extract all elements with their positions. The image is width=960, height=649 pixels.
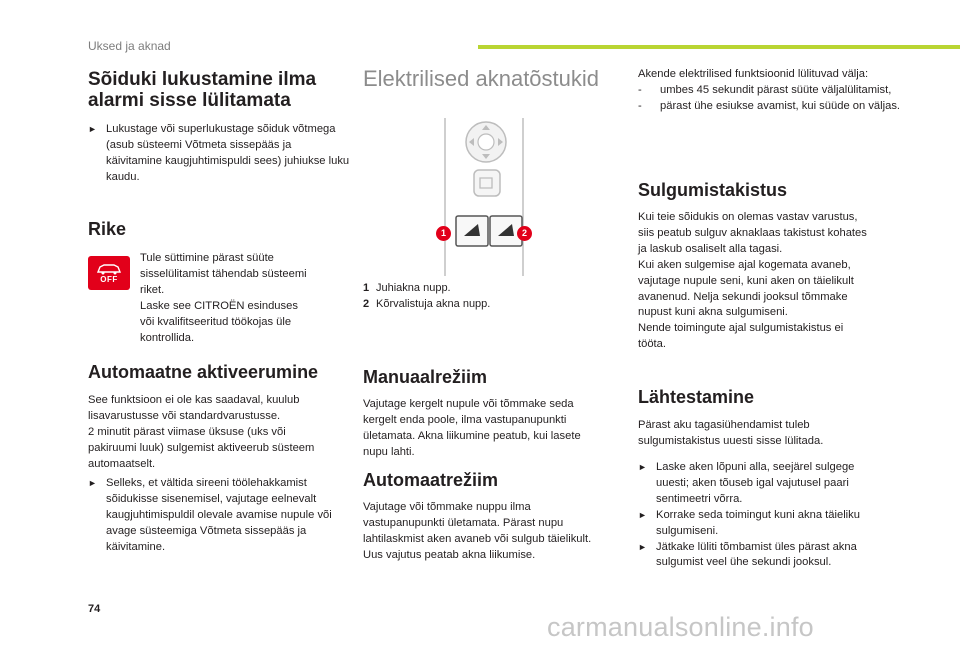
mirror-selector-icon [474, 170, 500, 196]
callout-1: 1 [436, 226, 451, 241]
step-marker-icon: ► [638, 509, 647, 520]
lock-step-text: Lukustage või superlukustage sõiduk võtmega (asub süsteemi Võtmeta sissepääs ja käivitamine kaugjuhtimispuldi sees) juhiukse luku kaudu. [106, 123, 350, 183]
deactivation-list [638, 83, 903, 115]
page-number: 74 [88, 603, 101, 615]
reset-text: Pärast aku tagasiühendamist tuleb sulgumistakistus uuesti sisse lülitada. [638, 419, 824, 447]
deactivation-item [638, 99, 903, 115]
step-marker-icon: ► [638, 541, 647, 552]
section-label: Uksed ja aknad [88, 39, 171, 53]
manual-mode-text: Vajutage kergelt nupule või tõmmake seda kergelt enda poole, ilma vastupanupunkti ületamata. Akna liikumine peatub, kui lasete nupu lahti. [363, 398, 581, 458]
legend-item [363, 281, 490, 297]
header-bar [478, 45, 960, 49]
switch-legend [363, 281, 490, 312]
auto-step [88, 476, 350, 556]
deactivation-item [638, 83, 903, 99]
reset-title: Lähtestamine [638, 387, 755, 407]
alarm-off-warning-icon [88, 256, 130, 290]
reset-step [638, 508, 888, 540]
legend-number: 1 [363, 282, 370, 294]
window-lifts-title: Elektrilised aknatõstukid [363, 66, 600, 91]
reset-step-text: Laske aken lõpuni alla, seejärel sulgege uuesti; aken tõuseb igal vajutusel paari sentimeetri võrra. [656, 461, 855, 505]
deactivation-item-text: pärast ühe esiukse avamist, kui süüde on väljas. [660, 99, 901, 112]
auto-step-text: Selleks, et vältida sireeni töölehakkamist sõidukisse sisenemisel, vajutage eelnevalt kaugjuhtimispuldil olevale avamise nupule või avage süsteemiga Võtmeta sissepääs ja käivitamine. [106, 477, 332, 553]
fault-title: Rike [88, 219, 127, 239]
auto-activation-text: See funktsioon ei ole kas saadaval, kuulub lisavarustusse või standardvarustusse. 2 minutit pärast viimase üksuse (uks või pakiruumi luuk) sulgemist aktiveerub süsteem automaatselt. [88, 394, 315, 470]
step-marker-icon: ► [88, 124, 97, 134]
fault-text: Tule süttimine pärast süüte sisselülitamist tähendab süsteemi riket. Laske see CITROËN esinduses või kvalifitseeritud töökojas üle kontrollida. [140, 252, 307, 344]
reset-step [638, 540, 888, 572]
legend-text: Juhiakna nupp. [376, 282, 451, 294]
callout-2: 2 [517, 226, 532, 241]
legend-item [363, 297, 490, 313]
watermark: carmanualsonline.info [547, 612, 814, 642]
reset-step [638, 460, 888, 508]
legend-text: Kõrvalistuja akna nupp. [376, 297, 491, 310]
automatic-mode-text: Vajutage või tõmmake nuppu ilma vastupanupunkti ületamata. Pärast nupu lahtilaskmist aken avaneb või sulgub täielikult. Uus vajutus peatab akna liikumise. [363, 501, 592, 561]
alarm-off-label: OFF [100, 274, 118, 284]
left-title: Sõiduki lukustamine ilma alarmi sisse lülitamata [88, 69, 317, 111]
step-marker-icon: ► [88, 478, 97, 488]
step-marker-icon: ► [638, 462, 647, 472]
lock-step [88, 122, 350, 186]
reset-step-text: Jätkake lüliti tõmbamist üles pärast akna sulgumist veel ühe sekundi jooksul. [656, 540, 857, 569]
reset-step-text: Korrake seda toimingut kuni akna täieliku sulgumiseni. [656, 508, 860, 537]
window-switch-illustration [430, 118, 538, 276]
dash-marker: - [638, 99, 642, 112]
manual-mode-title: Manuaalrežiim [363, 367, 488, 387]
car-icon [96, 263, 122, 275]
deactivation-intro: Akende elektrilised funktsioonid lülituvad välja: [638, 68, 869, 80]
automatic-mode-title: Automaatrežiim [363, 470, 499, 490]
anti-pinch-title: Sulgumistakistus [638, 180, 788, 200]
deactivation-item-text: umbes 45 sekundit pärast süüte väljalülitamist, [660, 84, 892, 96]
dash-marker: - [638, 84, 642, 96]
auto-activation-title: Automaatne aktiveerumine [88, 362, 319, 382]
reset-steps [638, 460, 888, 571]
anti-pinch-text: Kui teie sõidukis on olemas vastav varustus, siis peatub sulguv aknaklaas takistust kohates ja laskub osaliselt alla tagasi. Kui aken sulgemise ajal kogemata avaneb, vajutage nupule seni, kuni aken on täielikult avanenud. Nelja sekundi jooksul tõmmake nupust kuni akna sulgumiseni. Nende toimingute ajal sulgumistakistus ei tööta. [638, 211, 867, 351]
mirror-control-icon [466, 122, 506, 162]
legend-number: 2 [363, 297, 370, 310]
